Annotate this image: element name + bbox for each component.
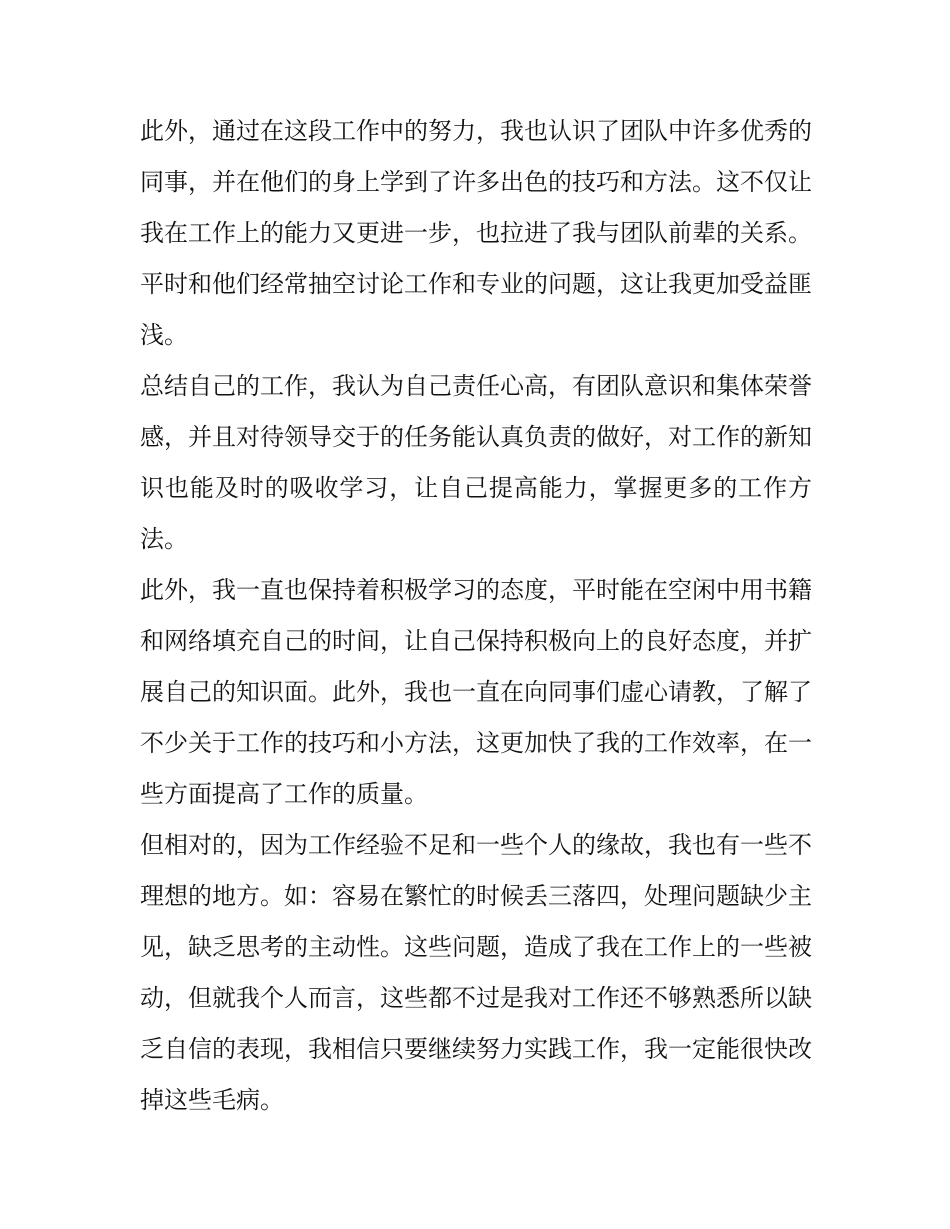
paragraph-shortcomings: 但相对的，因为工作经验不足和一些个人的缘故，我也有一些不理想的地方。如：容易在繁忙的时候丢三落四，处理问题缺少主见，缺乏思考的主动性。这些问题，造成了我在工作上的一些被动，但就我个人而言，这些都不过是我对工作还不够熟悉所以缺乏自信的表现，我相信只要继续努力实践工作，我一定能很快改掉这些毛病。 bbox=[140, 831, 812, 1114]
paragraph-self-summary: 总结自己的工作，我认为自己责任心高，有团队意识和集体荣誉感，并且对待领导交于的任务能认真负责的做好，对工作的新知识也能及时的吸收学习，让自己提高能力，掌握更多的工作方法。 bbox=[140, 372, 812, 553]
paragraph-learning-attitude: 此外，我一直也保持着积极学习的态度，平时能在空闲中用书籍和网络填充自己的时间，让自己保持积极向上的良好态度，并扩展自己的知识面。此外，我也一直在向同事们虚心请教，了解了不少关于工作的技巧和小方法，这更加快了我的工作效率，在一些方面提高了工作的质量。 bbox=[140, 576, 812, 808]
document-body bbox=[140, 106, 812, 1126]
paragraph-colleagues: 此外，通过在这段工作中的努力，我也认识了团队中许多优秀的同事，并在他们的身上学到了许多出色的技巧和方法。这不仅让我在工作上的能力又更进一步，也拉进了我与团队前辈的关系。平时和他们经常抽空讨论工作和专业的问题，这让我更加受益匪浅。 bbox=[140, 117, 812, 349]
